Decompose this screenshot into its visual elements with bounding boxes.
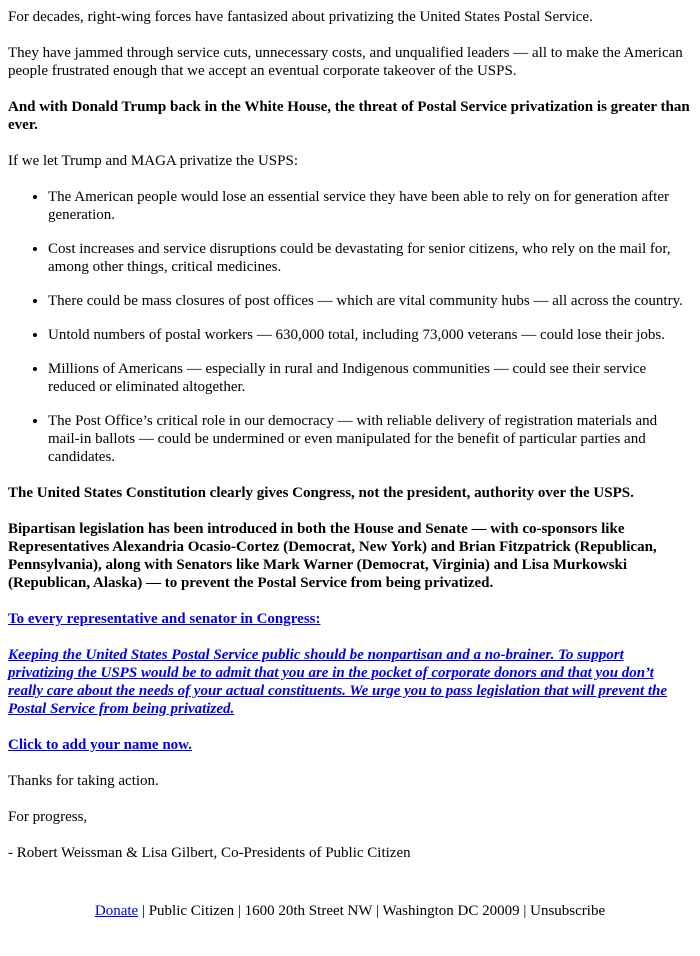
footer-org: Public Citizen <box>148 903 235 919</box>
footer-separator: | <box>372 903 383 919</box>
petition-text-wrapper <box>8 646 692 718</box>
footer <box>8 902 692 920</box>
consequences-list <box>8 188 692 466</box>
list-item: • The Post Office’s critical role in our democracy — with reliable delivery of registration materials and mail-in ballots — could be undermined or even manipulated for the benefit of particular parties and candidates. <box>48 412 692 466</box>
petition-heading-link[interactable]: To every representative and senator in Congress: <box>8 611 321 627</box>
petition-text-link[interactable]: Keeping the United States Postal Service public should be nonpartisan and a no-brainer. To support privatizing the USPS would be to admit that you are in the pocket of corporate donors and that you don’t really care about the needs of your actual constituents. We urge you to pass legislation that will prevent the Postal Service from being privatized. <box>8 647 668 717</box>
footer-address: 1600 20th Street NW <box>244 903 373 919</box>
unsubscribe-text[interactable]: Unsubscribe <box>530 903 606 919</box>
consequences-lead: If we let Trump and MAGA privatize the USPS: <box>8 153 298 169</box>
footer-separator: | <box>234 903 245 919</box>
bipartisan-paragraph: Bipartisan legislation has been introduced in both the House and Senate — with co-sponsors like Representatives Alexandria Ocasio-Cortez (Democrat, New York) and Brian Fitzpatrick (Republican, Pennsylvania), along with Senators like Mark Warner (Democrat, Virginia) and Lisa Murkowski (Republican, Alaska) — to prevent the Postal Service from being privatized. <box>8 521 657 591</box>
trump-threat-paragraph: And with Donald Trump back in the White House, the threat of Postal Service privatization is greater than ever. <box>8 99 690 133</box>
list-item: • Cost increases and service disruptions could be devastating for senior citizens, who rely on the mail for, among other things, critical medicines. <box>48 240 692 276</box>
add-name-link[interactable]: Click to add your name now. <box>8 737 192 753</box>
service-cuts-paragraph: They have jammed through service cuts, unnecessary costs, and unqualified leaders — all to make the American people frustrated enough that we accept an eventual corporate takeover of the USPS. <box>8 45 683 79</box>
donate-link[interactable]: Donate <box>94 903 139 919</box>
thanks-text: Thanks for taking action. <box>8 773 159 789</box>
signature-text: - Robert Weissman & Lisa Gilbert, Co-Presidents of Public Citizen <box>8 845 411 861</box>
constitution-paragraph: The United States Constitution clearly gives Congress, not the president, authority over the USPS. <box>8 485 634 501</box>
list-item: • The American people would lose an essential service they have been able to rely on for generation after generation. <box>48 188 692 224</box>
footer-city: Washington DC 20009 <box>382 903 520 919</box>
list-item: • There could be mass closures of post offices — which are vital community hubs — all across the country. <box>48 292 692 310</box>
intro-paragraph: For decades, right-wing forces have fantasized about privatizing the United States Postal Service. <box>8 9 593 25</box>
closing-text: For progress, <box>8 809 88 825</box>
list-item: • Untold numbers of postal workers — 630,000 total, including 73,000 veterans — could lose their jobs. <box>48 326 692 344</box>
cta-wrapper <box>8 736 692 754</box>
footer-separator: | <box>519 903 531 919</box>
list-item: • Millions of Americans — especially in rural and Indigenous communities — could see their service reduced or eliminated altogether. <box>48 360 692 396</box>
footer-separator: | <box>138 903 149 919</box>
petition-heading-wrapper <box>8 610 692 628</box>
